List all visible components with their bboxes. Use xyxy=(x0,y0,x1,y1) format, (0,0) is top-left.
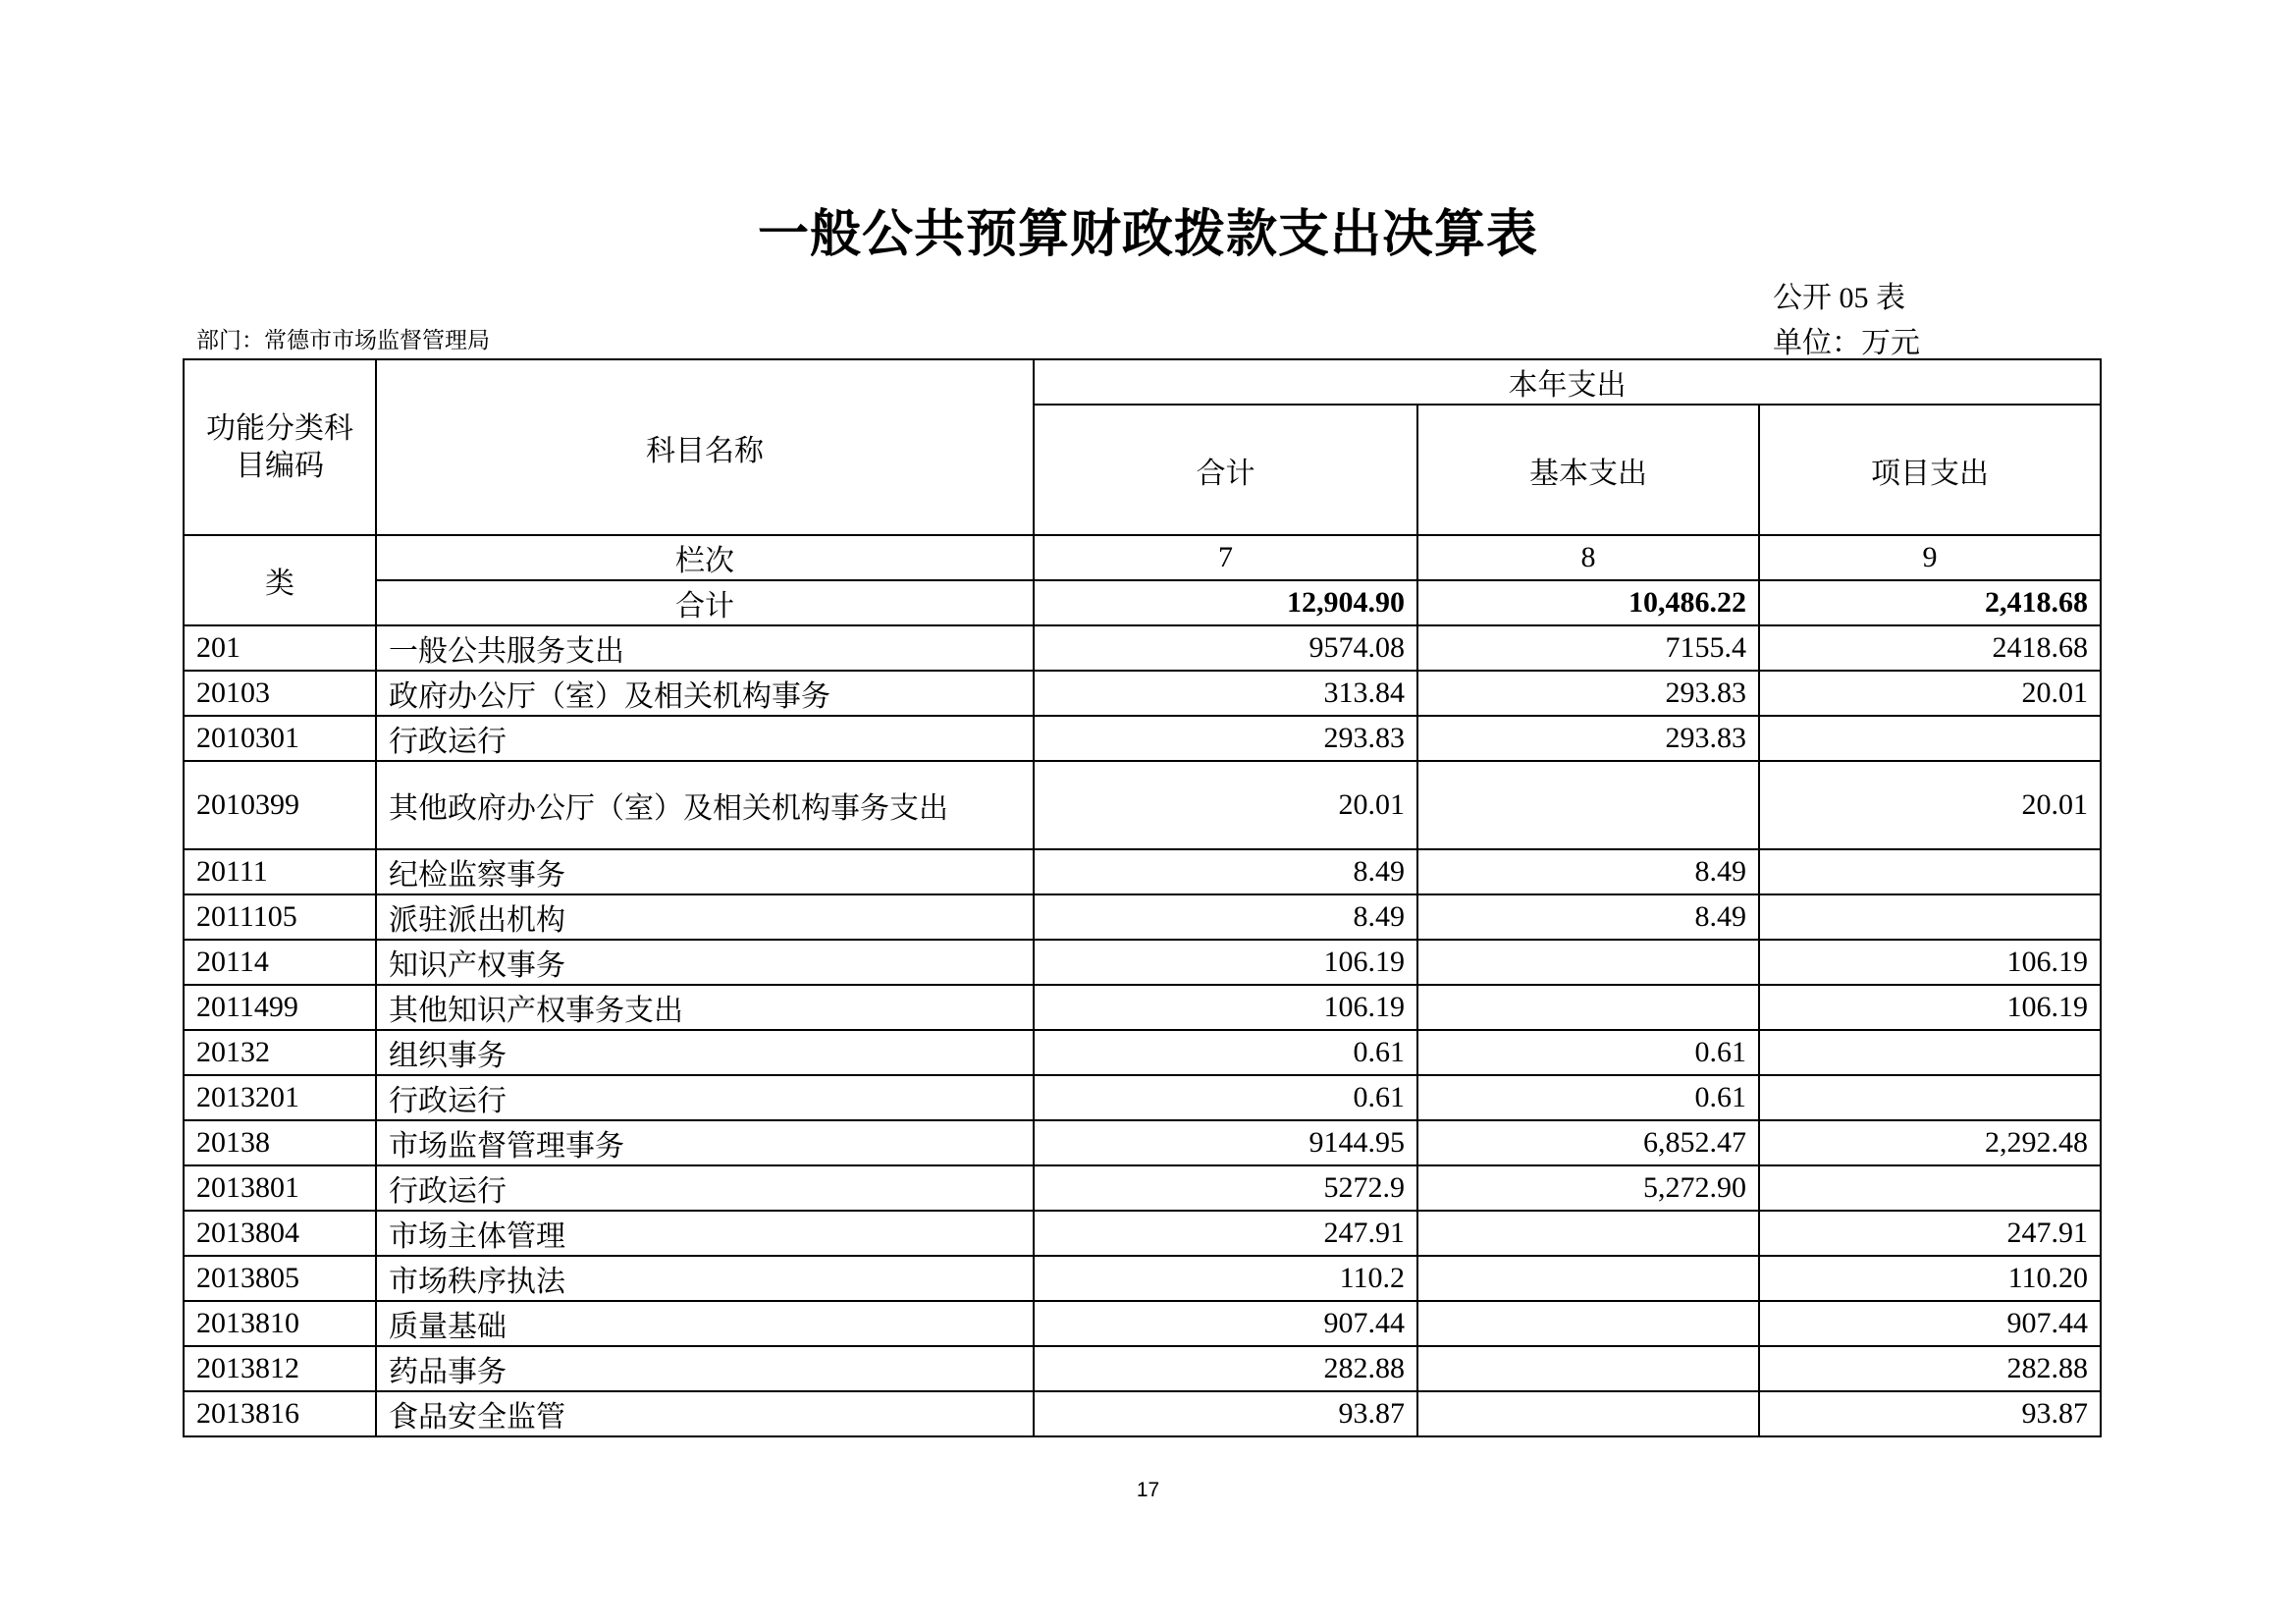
row-code: 2011499 xyxy=(184,985,376,1030)
col-number-9: 9 xyxy=(1759,535,2101,580)
row-project: 247.91 xyxy=(1759,1211,2101,1256)
header-name: 科目名称 xyxy=(376,359,1034,535)
table-row xyxy=(184,1030,2101,1075)
row-basic xyxy=(1417,761,1759,849)
row-total: 106.19 xyxy=(1034,985,1417,1030)
row-project: 282.88 xyxy=(1759,1346,2101,1391)
row-name: 行政运行 xyxy=(376,1075,1034,1120)
col-number-8: 8 xyxy=(1417,535,1759,580)
table-row xyxy=(184,985,2101,1030)
table-body xyxy=(184,359,2101,1436)
row-basic xyxy=(1417,1301,1759,1346)
row-project: 93.87 xyxy=(1759,1391,2101,1436)
table-row xyxy=(184,1301,2101,1346)
row-code: 2013805 xyxy=(184,1256,376,1301)
row-code: 20114 xyxy=(184,940,376,985)
row-total: 293.83 xyxy=(1034,716,1417,761)
total-sum: 12,904.90 xyxy=(1034,580,1417,625)
header-project: 项目支出 xyxy=(1759,405,2101,535)
row-basic: 0.61 xyxy=(1417,1030,1759,1075)
row-name: 其他政府办公厅（室）及相关机构事务支出 xyxy=(376,761,1034,849)
row-name: 派驻派出机构 xyxy=(376,894,1034,940)
unit-label: 单位：万元 xyxy=(1773,327,1920,359)
row-name: 食品安全监管 xyxy=(376,1391,1034,1436)
row-basic xyxy=(1417,1211,1759,1256)
table-row xyxy=(184,625,2101,671)
row-total: 20.01 xyxy=(1034,761,1417,849)
row-basic: 7155.4 xyxy=(1417,625,1759,671)
table-row xyxy=(184,894,2101,940)
row-project xyxy=(1759,1030,2101,1075)
row-total: 9144.95 xyxy=(1034,1120,1417,1165)
row-code: 20111 xyxy=(184,849,376,894)
total-project: 2,418.68 xyxy=(1759,580,2101,625)
row-name: 纪检监察事务 xyxy=(376,849,1034,894)
row-code: 20132 xyxy=(184,1030,376,1075)
row-project xyxy=(1759,716,2101,761)
table-row xyxy=(184,761,2101,849)
row-code: 2013816 xyxy=(184,1391,376,1436)
row-project: 110.20 xyxy=(1759,1256,2101,1301)
row-code: 2013804 xyxy=(184,1211,376,1256)
row-code: 2013201 xyxy=(184,1075,376,1120)
total-row xyxy=(184,580,2101,625)
row-project: 907.44 xyxy=(1759,1301,2101,1346)
page-title: 一般公共预算财政拨款支出决算表 xyxy=(757,205,1538,264)
table-row xyxy=(184,849,2101,894)
header-row-1 xyxy=(184,359,2101,405)
row-project: 106.19 xyxy=(1759,940,2101,985)
row-project xyxy=(1759,1075,2101,1120)
header-basic: 基本支出 xyxy=(1417,405,1759,535)
row-code: 2013801 xyxy=(184,1165,376,1211)
table-row xyxy=(184,1075,2101,1120)
header-lanci: 栏次 xyxy=(376,535,1034,580)
row-code: 20138 xyxy=(184,1120,376,1165)
row-project: 2418.68 xyxy=(1759,625,2101,671)
header-code: 功能分类科目编码 xyxy=(184,359,376,535)
row-project: 2,292.48 xyxy=(1759,1120,2101,1165)
table-row xyxy=(184,1211,2101,1256)
row-basic: 0.61 xyxy=(1417,1075,1759,1120)
row-basic xyxy=(1417,985,1759,1030)
row-total: 8.49 xyxy=(1034,849,1417,894)
row-total: 313.84 xyxy=(1034,671,1417,716)
row-project xyxy=(1759,1165,2101,1211)
row-project: 106.19 xyxy=(1759,985,2101,1030)
total-label: 合计 xyxy=(376,580,1034,625)
row-total: 247.91 xyxy=(1034,1211,1417,1256)
total-basic: 10,486.22 xyxy=(1417,580,1759,625)
table-row xyxy=(184,716,2101,761)
row-total: 5272.9 xyxy=(1034,1165,1417,1211)
row-total: 0.61 xyxy=(1034,1030,1417,1075)
row-name: 组织事务 xyxy=(376,1030,1034,1075)
row-name: 其他知识产权事务支出 xyxy=(376,985,1034,1030)
header-group: 本年支出 xyxy=(1034,359,2101,405)
row-basic: 8.49 xyxy=(1417,849,1759,894)
row-total: 0.61 xyxy=(1034,1075,1417,1120)
row-basic xyxy=(1417,1391,1759,1436)
row-total: 106.19 xyxy=(1034,940,1417,985)
row-name: 行政运行 xyxy=(376,716,1034,761)
row-name: 药品事务 xyxy=(376,1346,1034,1391)
row-name: 市场秩序执法 xyxy=(376,1256,1034,1301)
page-number: 17 xyxy=(1136,1479,1160,1501)
row-name: 政府办公厅（室）及相关机构事务 xyxy=(376,671,1034,716)
row-name: 市场监督管理事务 xyxy=(376,1120,1034,1165)
row-code: 2010301 xyxy=(184,716,376,761)
row-project: 20.01 xyxy=(1759,761,2101,849)
table-row xyxy=(184,1165,2101,1211)
budget-table xyxy=(183,358,2102,1437)
row-basic: 293.83 xyxy=(1417,716,1759,761)
row-total: 110.2 xyxy=(1034,1256,1417,1301)
lanci-row xyxy=(184,535,2101,580)
header-lei: 类 xyxy=(184,535,376,625)
row-total: 9574.08 xyxy=(1034,625,1417,671)
row-name: 市场主体管理 xyxy=(376,1211,1034,1256)
header-total: 合计 xyxy=(1034,405,1417,535)
row-project: 20.01 xyxy=(1759,671,2101,716)
col-number-7: 7 xyxy=(1034,535,1417,580)
row-name: 质量基础 xyxy=(376,1301,1034,1346)
row-total: 93.87 xyxy=(1034,1391,1417,1436)
row-code: 2011105 xyxy=(184,894,376,940)
row-basic: 5,272.90 xyxy=(1417,1165,1759,1211)
form-number: 公开 05 表 xyxy=(1773,282,1905,314)
row-basic: 8.49 xyxy=(1417,894,1759,940)
table-row xyxy=(184,1346,2101,1391)
row-basic: 293.83 xyxy=(1417,671,1759,716)
table-row xyxy=(184,1120,2101,1165)
table-row xyxy=(184,1391,2101,1436)
row-name: 知识产权事务 xyxy=(376,940,1034,985)
table-row xyxy=(184,940,2101,985)
row-name: 行政运行 xyxy=(376,1165,1034,1211)
row-total: 8.49 xyxy=(1034,894,1417,940)
row-basic: 6,852.47 xyxy=(1417,1120,1759,1165)
department-label: 部门：常德市市场监督管理局 xyxy=(196,328,490,353)
table-row xyxy=(184,671,2101,716)
row-code: 201 xyxy=(184,625,376,671)
row-project xyxy=(1759,894,2101,940)
row-total: 282.88 xyxy=(1034,1346,1417,1391)
row-code: 2010399 xyxy=(184,761,376,849)
row-code: 2013810 xyxy=(184,1301,376,1346)
row-total: 907.44 xyxy=(1034,1301,1417,1346)
row-name: 一般公共服务支出 xyxy=(376,625,1034,671)
row-project xyxy=(1759,849,2101,894)
row-code: 20103 xyxy=(184,671,376,716)
row-basic xyxy=(1417,1256,1759,1301)
row-basic xyxy=(1417,1346,1759,1391)
row-code: 2013812 xyxy=(184,1346,376,1391)
row-basic xyxy=(1417,940,1759,985)
table-row xyxy=(184,1256,2101,1301)
